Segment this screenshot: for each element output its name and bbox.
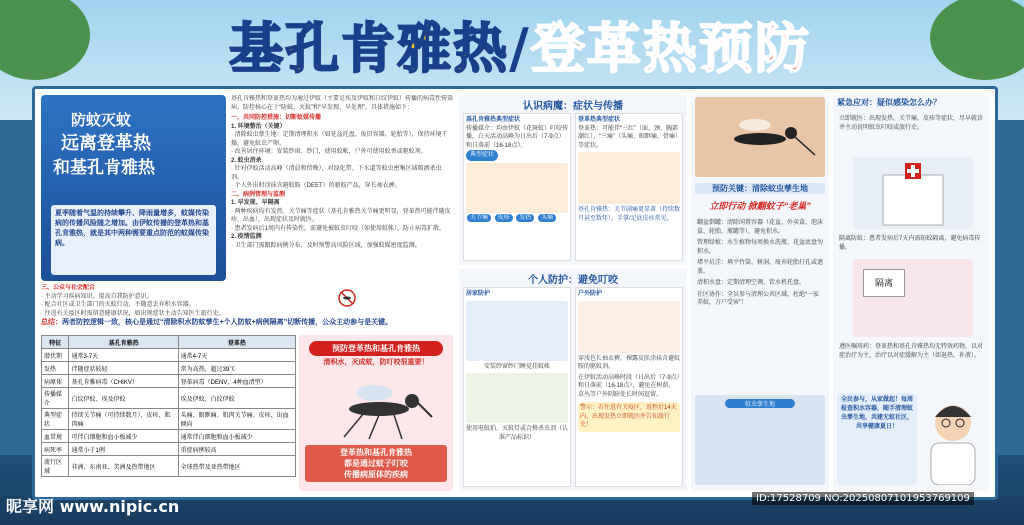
bullet-text: · 两种疾病均有发热、关节痛等症状（基孔肯雅热关节痛更明显，登革热可能伴随皮疹、出血），出现症状及时就医。 xyxy=(231,208,451,223)
card-heading-1: 防蚊灭蚊 xyxy=(71,112,132,129)
warning-note: 警示：若往返有关疫区，返程后14天内，出现发热立即就医并告知旅行史！ xyxy=(578,402,680,432)
mosquito-photo xyxy=(695,97,825,177)
section-header: 预防关键：清除蚊虫孳生地 xyxy=(695,183,825,194)
table-cell: 持续关节痛（可持续数月）、皮疹、肌肉痛 xyxy=(69,409,178,430)
breeding-list xyxy=(697,219,823,311)
table-cell: 传播媒介 xyxy=(42,388,69,409)
card-body-text: 夏季随着气温的持续攀升、降雨量增多，蚊媒传染病的传播风险随之增加。由伊蚊传播的登革热和基孔肯雅热，就是其中两种需要重点防范的蚊媒传染病。 xyxy=(51,205,216,275)
table-cell: 可伴白细胞和血小板减少 xyxy=(69,430,178,443)
section-header: 紧急应对：疑似感染怎么办？ xyxy=(837,98,941,107)
doctor-speech-bubble: 全民参与，从家做起！每周检查积水容器，随手清理蚊虫孳生地，共建无蚊社区，共享健康夏日！ xyxy=(837,393,917,485)
outdoor-protection-card xyxy=(575,287,683,487)
card-title: 登革热典型症状 xyxy=(578,117,621,123)
emergency-response-section xyxy=(833,95,989,491)
table-header: 基孔肯雅热 xyxy=(69,336,178,349)
table-cell: 潜伏期 xyxy=(42,349,69,362)
comparison-table xyxy=(41,335,296,491)
card-note: 基孔肯雅热：关节剧痛更显著（持续数月甚至数年），手掌/足底皮疹常见。 xyxy=(578,207,681,222)
table-cell: 头痛、眼眶痛、肌肉关节痛、皮疹、出血倾向 xyxy=(178,409,295,430)
public-cooperation-block xyxy=(41,284,453,332)
table-cell: 基孔肯雅病毒（CHIKV） xyxy=(69,375,178,388)
intro-card xyxy=(41,95,226,281)
breeding-site-section xyxy=(691,95,829,491)
summary-text: 两者防控逻辑一致，核心是通过“清除积水防蚊孳生+个人防蚊+病例隔离”切断传播，公众主动参与是关键。 xyxy=(62,319,393,326)
table-header: 登革热 xyxy=(178,336,295,349)
bullet-text: · 配合社区或卫生部门的灭蚊行动，不随意丢弃积水容器。 xyxy=(41,302,195,308)
dengue-symptoms-card xyxy=(575,113,683,261)
list-item: 翻盆倒罐：清除闲置容器（花盆、外卖盒、泡沫盒、轮胎、瓶罐等），避免积水。 xyxy=(697,220,824,235)
image-id-watermark: ID:17528709 NO:20250807101953769109 xyxy=(752,492,974,505)
table-cell: 典型症状 xyxy=(42,409,69,430)
table-row xyxy=(42,388,296,409)
poster-bottom-line: 都是通过蚊子叮咬 xyxy=(344,459,408,468)
bullet-text: · 卫生部门需跟踪病例分布，及时预警高风险区域，加强蚊媒密度监测。 xyxy=(231,242,421,249)
home-protection-card xyxy=(463,287,571,487)
subsection-title: 1. 环境整治（关键） xyxy=(231,123,286,130)
mosquito-poster xyxy=(299,335,453,491)
list-item: 堵平坑洼：填平竹筒、树洞、废弃轮胎打孔或遮盖。 xyxy=(697,260,824,275)
section-header: 认识病魔：症状与传播 xyxy=(523,101,623,112)
card-text: 使用电蚊拍、灭蚊灯或合格杀虫剂（认准产品标识） xyxy=(466,426,569,441)
subsection-title: 2. 疫情监测 xyxy=(231,234,262,240)
table-cell: 全球热带及亚热带地区 xyxy=(178,456,295,477)
summary-label: 总结： xyxy=(41,319,62,326)
poster-board xyxy=(32,86,998,500)
chikungunya-symptoms-card xyxy=(463,113,571,261)
card-text: 登革热：可能伴“三红”（面、颈、胸部潮红）、“三痛”（头痛、眼眶痛、骨痛）等症状。 xyxy=(578,125,678,149)
section-3-title: 三、公众与社会配合 xyxy=(41,285,96,291)
table-cell: 登革病毒（DENV，4种血清型） xyxy=(178,375,295,388)
bullet-text: · 清除蚊虫孳生地：定期清理积水（如花盆托盘、废旧容器、轮胎等），保持环境干燥，避免蚊虫产卵。 xyxy=(231,132,448,147)
symptom-illustration xyxy=(466,163,568,213)
personal-protection-section xyxy=(459,269,687,491)
table-cell: 白纹伊蚊、埃及伊蚊 xyxy=(69,388,178,409)
title-part-dengue: 登革热 xyxy=(530,17,699,80)
symptom-illustration xyxy=(578,152,680,204)
table-cell: 血常规 xyxy=(42,430,69,443)
mosquito-icon xyxy=(335,289,359,307)
table-row xyxy=(42,443,296,456)
title-part-prevention: 预防 xyxy=(698,17,811,80)
bug-zapper-illustration xyxy=(466,373,568,423)
table-header: 特征 xyxy=(42,336,69,349)
table-row xyxy=(42,430,296,443)
card-title: 基孔肯雅热典型症状 xyxy=(466,117,521,123)
isolation-sign: 隔离 xyxy=(863,269,905,297)
poster-bottom-line: 传播病原体的疾病 xyxy=(344,470,408,479)
intro-paragraph: 基孔肯雅热和登革热均为通过伊蚊（主要是埃及伊蚊和白纹伊蚊）传播的病毒性传染病，防控核心在于“防蚊、灭蚊”和“早发现、早处理”，具体措施如下： xyxy=(231,96,453,111)
response-step: 隔离防蚊：患者发病后7天内需防蚊隔离，避免病毒传播。 xyxy=(839,236,981,251)
bullet-text: · 针对伊蚊活动高峰（清晨和傍晚），对绿化带、下水道等蚊虫密集区域喷洒杀虫剂。 xyxy=(231,166,442,181)
table-row xyxy=(42,362,296,375)
symptom-tag: 皮疹 xyxy=(495,214,513,223)
section-2-title: 二、病例管理与监测 xyxy=(231,191,286,198)
title-slash: / xyxy=(509,17,531,80)
section-header: 个人防护：避免叮咬 xyxy=(528,275,618,286)
table-cell: 发热 xyxy=(42,362,69,375)
mosquito-illustration xyxy=(324,371,434,441)
card-heading-3: 和基孔肯雅热 xyxy=(53,158,155,177)
title-part-chikungunya: 基孔肯雅热 xyxy=(229,17,510,80)
table-row xyxy=(42,456,296,477)
subsection-title: 2. 蚊虫消杀 xyxy=(231,157,262,164)
bullet-text: · 主动学习疾病知识，提高自我防护意识。 xyxy=(41,293,153,300)
subsection-title: 1. 早发现、早隔离 xyxy=(231,200,280,206)
symptoms-section xyxy=(459,95,687,265)
symptom-tag: 发热 xyxy=(516,214,534,223)
bullet-text: · 改善居住环境：安装纱窗、纱门，使用蚊帐，户外可使用蚊香或驱蚊剂。 xyxy=(231,149,427,155)
table-cell: 伴随症状较轻 xyxy=(69,362,178,375)
poster-subtitle: 清积水，灭成蚊，防叮咬很重要！ xyxy=(323,359,429,366)
table-row xyxy=(42,349,296,362)
poster-bottom-text xyxy=(305,445,447,482)
site-watermark: 昵享网 www.nipic.cn xyxy=(6,497,180,516)
poster-title: 预防登革热和基孔肯雅热 xyxy=(309,341,443,356)
card-heading-2: 远离登革热 xyxy=(61,133,151,153)
table-cell: 常为高热，超过39℃ xyxy=(178,362,295,375)
card-title: 居家防护 xyxy=(466,291,491,297)
bullet-text: · 患者发病后1周内有传染性，需避免被蚊虫叮咬（如使用蚊帐），防止病毒扩散。 xyxy=(231,225,446,232)
slogan: 立即行动 掀翻蚊子“老巢” xyxy=(709,201,811,211)
list-item: 管理绿植：水生植物每周换水洗瓶、花盆底盘勿积水。 xyxy=(697,240,824,255)
card-text: 在伊蚊活动高峰时段（日出后（7-9点）和日落前（16-18点），避免在树荫、草丛等户外阴暗处长时间逗留。 xyxy=(578,374,680,398)
table-cell: 通常3-7天 xyxy=(69,349,178,362)
table-row xyxy=(42,375,296,388)
table-row xyxy=(42,409,296,430)
doctor-avatar xyxy=(923,395,983,485)
bullet-text: · 个人外出时涂抹含避蚊胺（DEET）的驱蚊产品，穿长袖衣裤。 xyxy=(231,183,401,189)
intro-text-block xyxy=(231,95,453,281)
table-cell: 通常4-7天 xyxy=(178,349,295,362)
card-text: 穿浅色长袖衣裤，裸露皮肤涂抹含避蚊胺的驱蚊剂。 xyxy=(578,355,681,370)
table-cell: 重症病例较高 xyxy=(178,443,295,456)
banner-label: 蚊虫孳生地 xyxy=(725,399,795,408)
table-cell: 非洲、东南亚、美洲及热带地区 xyxy=(69,456,178,477)
card-text: 安装纱窗纱门睡觉挂蚊帐 xyxy=(483,363,550,370)
symptom-tag: 关节痛 xyxy=(467,214,491,223)
list-item: 清积水盘：定期清理空调、饮水机托盘。 xyxy=(697,280,806,286)
table-cell: 通常小于1例 xyxy=(69,443,178,456)
town-illustration xyxy=(695,395,825,485)
symptom-label: 典型症状 xyxy=(466,150,498,161)
isolation-illustration xyxy=(853,259,973,337)
table-cell: 通常伴白细胞和血小板减少 xyxy=(178,430,295,443)
mosquito-net-illustration xyxy=(466,301,568,361)
response-step: 立即就医：出现发热、关节痛、皮疹等症状，尽早就诊并主动说明蚊虫叮咬或旅行史。 xyxy=(839,116,984,131)
children-illustration xyxy=(578,301,680,353)
poster-bottom-line: 登革热和基孔肯雅热 xyxy=(340,448,412,457)
table-cell: 病原体 xyxy=(42,375,69,388)
card-text: 传播媒介：均由伊蚊（花斑蚊）叮咬传播，白天活动高峰为日出后（7-9点）和日落前（16-18点）。 xyxy=(466,125,569,149)
table-cell: 埃及伊蚊、白纹伊蚊 xyxy=(178,388,295,409)
table-cell: 病死率 xyxy=(42,443,69,456)
response-step: 遵医嘱用药：登革热和基孔肯雅热均无特效药物，以对症治疗为主，治疗以对症缓解为主（如退热、补液）。 xyxy=(839,344,984,359)
table-cell: 流行区域 xyxy=(42,456,69,477)
page-title xyxy=(140,14,900,84)
section-1-title: 一、共同防控措施：切断蚊媒传播 xyxy=(231,115,322,121)
bullet-text: · 往返有关疫区时需留意健康状况，如出现症状主动告知医生旅行史。 xyxy=(41,310,225,317)
hospital-illustration xyxy=(853,157,973,229)
card-title: 户外防护 xyxy=(578,291,603,297)
symptom-tag: 头痛 xyxy=(538,214,556,223)
list-item: 社区协作：全员参与清理公共区域，杜绝“一家养蚊，万户受害”！ xyxy=(697,291,819,306)
